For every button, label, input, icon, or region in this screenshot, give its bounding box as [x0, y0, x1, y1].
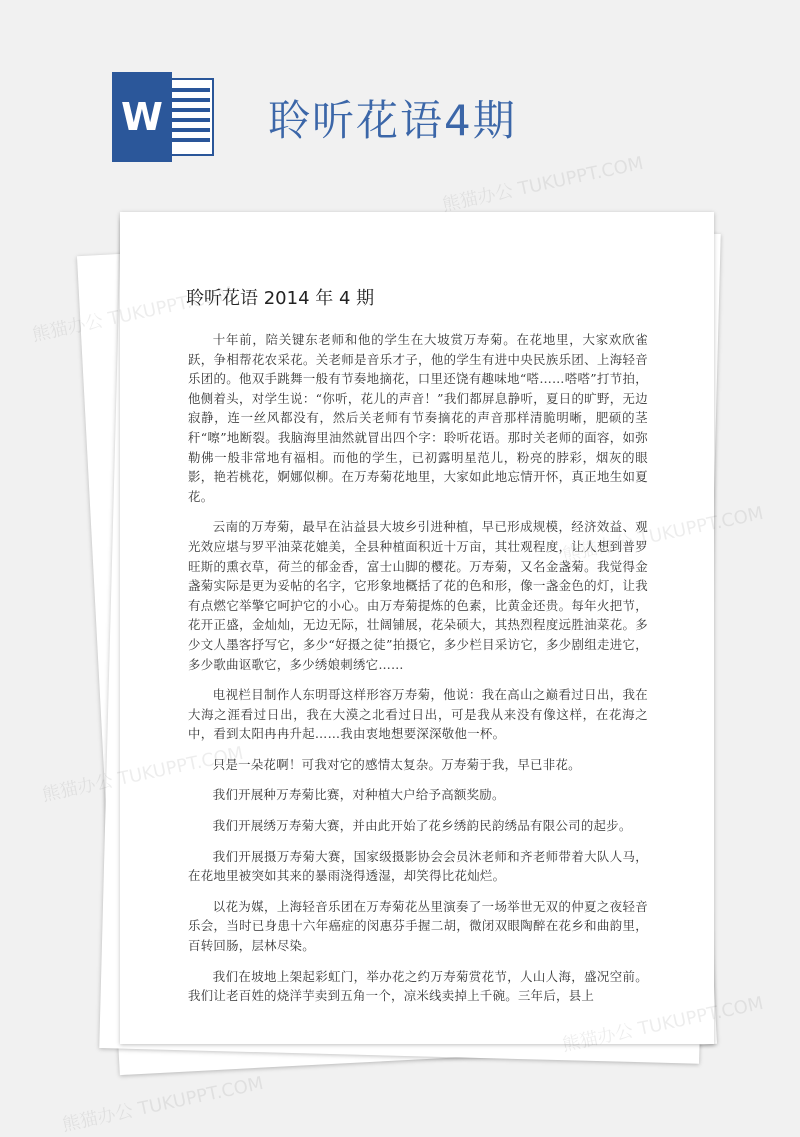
banner-header: [0, 0, 800, 200]
paragraph: 电视栏目制作人东明哥这样形容万寿菊，他说：我在高山之巅看过日出，我在大海之涯看过日出，我在大漠之北看过日出，可是我从来没有像这样，在花海之中，看到太阳冉冉升起……我由衷地想要深深敬他一杯。: [188, 687, 648, 742]
paragraph: 我们在坡地上架起彩虹门，举办花之约万寿菊赏花节，人山人海，盛况空前。我们让老百姓的烧洋芋卖到五角一个，凉米线卖掉上千碗。三年后，县上: [188, 968, 648, 1004]
paragraph: 我们开展种万寿菊比赛，对种植大户给予高额奖励。: [212, 787, 505, 803]
paragraph: 只是一朵花啊！可我对它的感情太复杂。万寿菊于我，早已非花。: [212, 756, 581, 772]
watermark: 熊猫办公: [30, 310, 106, 347]
document-title: 聆听花语4期: [268, 96, 517, 145]
paragraph: 云南的万寿菊，最早在沾益县大坡乡引进种植，早已形成规模，经济效益、观光效应堪与罗平油菜花媲美，全县种植面积近十万亩，其壮观程度，让人想到普罗旺斯的熏衣草，荷兰的郁金香，富士山脚的樱花。万寿菊，又名金盏菊。我觉得金盏菊实际是更为妥帖的名字，它形象地概括了花的色和形，像一盏金色的灯，让我有点燃它举擎它呵护它的小心。由万寿菊提炼的色素，比黄金还贵。每年火把节，花开正盛，金灿灿，无边无际，壮阔铺展，花朵硕大，其热烈程度远胜油菜花。多少文人墨客抒写它，多少“好摄之徒”拍摄它，多少栏目采访它，多少剧组走进它，多少歌曲讴歌它，多少绣娘刺绣它……: [188, 519, 648, 672]
document-page: [120, 212, 714, 1044]
paragraph: 十年前，陪关键东老师和他的学生在大坡赏万寿菊。在花地里，大家欢欣雀跃，争相帮花农采花。关老师是音乐才子，他的学生有进中央民族乐团、上海轻音乐团的。他双手跳舞一般有节奏地摘花，口里还饶有趣味地“嗒……嗒嗒”打节拍，他侧着头，对学生说：“你听，花儿的声音！”我们都屏息静听，夏日的旷野，无边寂静，连一丝风都没有，然后关老师有节奏摘花的声音那样清脆明晰，肥硕的茎秆“嚓”地断裂。我脑海里油然就冒出四个字：聆听花语。那时关老师的面容，如弥勒佛一般非常地有福相。而他的学生，已初露明星范儿，粉亮的脖彩，烟灰的眼影，艳若桃花，婀娜似柳。在万寿菊花地里，大家如此地忘情开怀，真正地生如夏花。: [188, 332, 648, 504]
word-badge: W: [112, 72, 172, 162]
body-text: [188, 330, 648, 1017]
paragraph: 以花为媒，上海轻音乐团在万寿菊花丛里演奏了一场举世无双的仲夏之夜轻音乐会，当时已身患十六年癌症的闵惠芬手握二胡，微闭双眼陶醉在花乡和曲韵里，百转回肠，层林尽染。: [188, 898, 648, 954]
watermark: 熊猫办公 TUKUPPT.COM: [440, 152, 646, 217]
paragraph: 我们开展绣万寿菊大赛，并由此开始了花乡绣韵民韵绣品有限公司的起步。: [212, 818, 632, 834]
page-heading: 聆听花语 2014 年 4 期: [186, 288, 375, 309]
watermark: 熊猫办公: [40, 770, 116, 807]
paragraph: 我们开展摄万寿菊大赛，国家级摄影协会会员沐老师和齐老师带着大队人马，在花地里被突如其来的暴雨浇得透湿，却笑得比花灿烂。: [188, 848, 648, 884]
watermark: 熊猫办公 TUKUPPT.COM: [60, 1072, 266, 1137]
word-icon: [112, 72, 218, 162]
